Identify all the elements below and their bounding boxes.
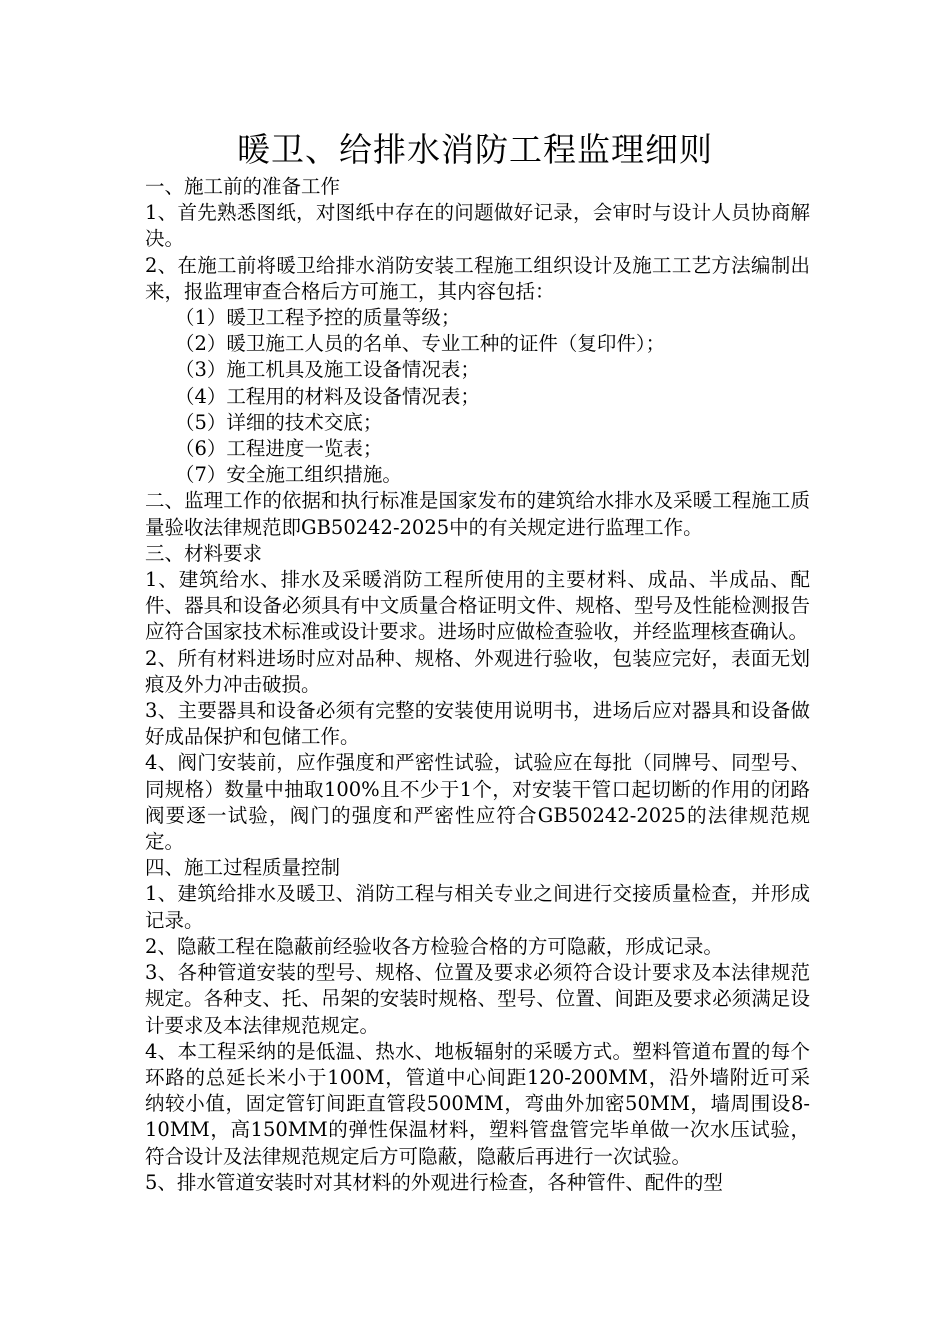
list-item: （5）详细的技术交底；: [175, 410, 383, 434]
paragraph: 3、各种管道安装的型号、规格、位置及要求必须符合设计要求及本法律规范规定。各种支、托、吊架的安装时规格、型号、位置、间距及要求必须满足设计要求及本法律规范规定。: [145, 961, 810, 1037]
paragraph: 1、建筑给水、排水及采暖消防工程所使用的主要材料、成品、半成品、配件、器具和设备必须具有中文质量合格证明文件、规格、型号及性能检测报告应符合国家技术标准或设计要求。进场时应做检查验收，并经监理核查确认。: [145, 568, 810, 644]
section-heading-1: 一、施工前的准备工作: [145, 175, 341, 198]
list-item: （1）暖卫工程予控的质量等级；: [175, 306, 461, 330]
paragraph: 2、隐蔽工程在隐蔽前经验收各方检验合格的方可隐蔽，形成记录。: [145, 934, 723, 958]
paragraph: 4、本工程采纳的是低温、热水、地板辐射的采暖方式。塑料管道布置的每个环路的总延长米小于100M，管道中心间距120-200MM，沿外墙附近可采纳较小值，固定管钉间距直管段500MM，弯曲外加密50MM，墙周围设8-10MM，高150MM的弹性保温材料，塑料管盘管完毕单做一次水压试验，符合设计及法律规范规定后方可隐蔽，隐蔽后再进行一次试验。: [145, 1039, 810, 1168]
paragraph: 1、建筑给排水及暖卫、消防工程与相关专业之间进行交接质量检查，并形成记录。: [145, 882, 810, 932]
list-item: （3）施工机具及施工设备情况表；: [175, 358, 480, 382]
document-title: 暖卫、给排水消防工程监理细则: [237, 130, 713, 169]
section-heading-3: 三、材料要求: [145, 541, 263, 565]
list-item: （4）工程用的材料及设备情况表；: [175, 384, 480, 408]
section-heading-4: 四、施工过程质量控制: [145, 856, 341, 880]
document-body: [145, 174, 810, 1196]
paragraph: 4、阀门安装前，应作强度和严密性试验，试验应在每批（同牌号、同型号、同规格）数量中抽取100%且不少于1个，对安装干管口起切断的作用的闭路阀要逐一试验，阀门的强度和严密性应符合GB50242-2025的法律规范规定。: [145, 751, 810, 854]
paragraph: 2、所有材料进场时应对品种、规格、外观进行验收，包装应完好，表面无划痕及外力冲击破损。: [145, 646, 810, 696]
paragraph: 5、排水管道安装时对其材料的外观进行检查，各种管件、配件的型: [145, 1170, 723, 1194]
paragraph: 2、在施工前将暖卫给排水消防安装工程施工组织设计及施工工艺方法编制出来，报监理审查合格后方可施工，其内容包括：: [145, 253, 810, 303]
list-item: （6）工程进度一览表；: [175, 437, 383, 461]
paragraph: 1、首先熟悉图纸，对图纸中存在的问题做好记录，会审时与设计人员协商解决。: [145, 201, 810, 251]
paragraph: 3、主要器具和设备必须有完整的安装使用说明书，进场后应对器具和设备做好成品保护和包储工作。: [145, 699, 810, 749]
list-item: （2）暖卫施工人员的名单、专业工种的证件（复印件）；: [175, 332, 666, 356]
list-item: （7）安全施工组织措施。: [175, 463, 402, 487]
section-heading-2: 二、监理工作的依据和执行标准是国家发布的建筑给水排水及采暖工程施工质量验收法律规范即GB50242-2025中的有关规定进行监理工作。: [145, 489, 810, 539]
